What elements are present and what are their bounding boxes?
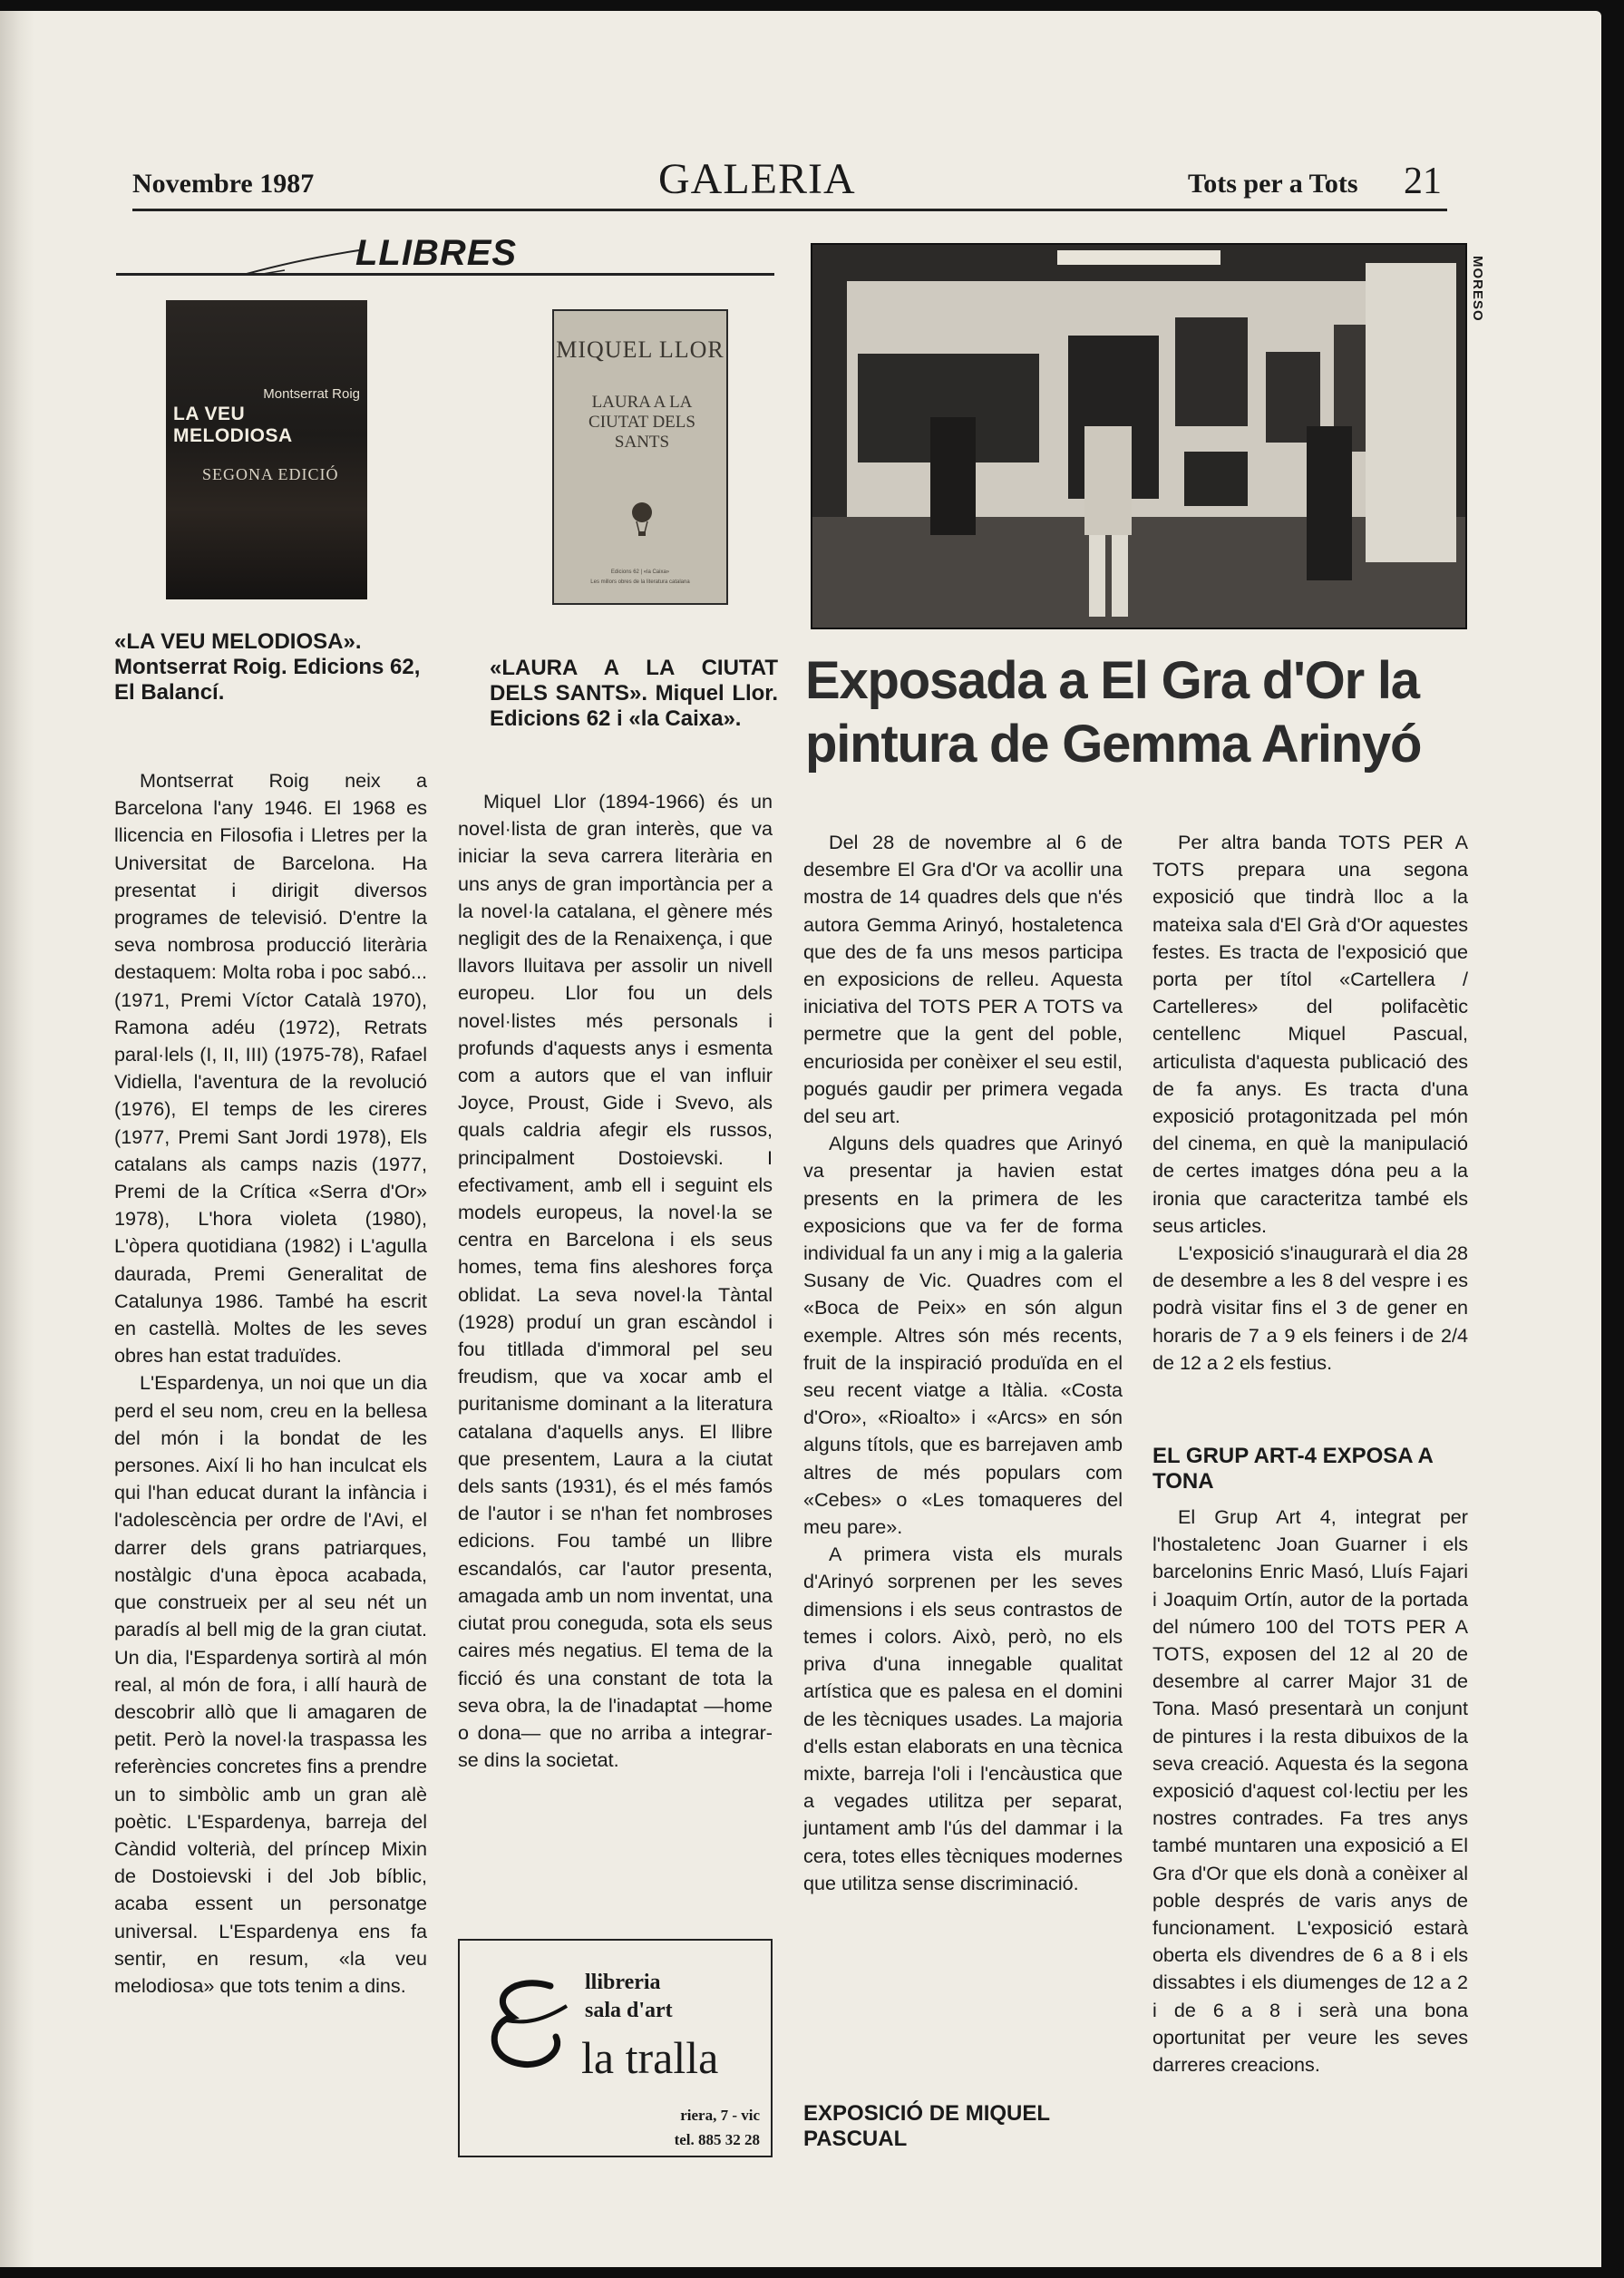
cover-title: LAURA A LA CIUTAT DELS SANTS — [588, 393, 695, 452]
cover-series: Les millors obres de la literatura catalana — [590, 579, 690, 585]
bookshop-logo-icon — [480, 1970, 579, 2088]
art4-text — [1152, 1504, 1468, 2078]
cover-imprint: Edicions 62 | «la Caixa» — [610, 570, 670, 575]
paragraph: Alguns dels quadres que Arinyó va presentar ja havien estat presents en la primera de les exposicions que va fer de forma individual fa un any i mig a la galeria Susany de Vic. Quadres com el «Boca de Peix» en són algun exemple. Altres són més recents, fruit de la inspiració produïda en el seu recent viatge a Itàlia. «Costa d'Oro», «Rioalto» i «Arcs» en són alguns títols, que es barrejaven amb altres de més populars com «Cebes» o «Les tomaqueres del meu pare». — [803, 1132, 1123, 1539]
paragraph: L'Espardenya, un noi que un dia perd el seu nom, creu en la bellesa del món i la bondat de les persones. Així li ho han inculcat els qui l'han educat durant la infància i l'adolescència per ordre de l'Avi, el darrer dels grans patriarques, nostàlgic d'una època acabada, que construeix per al seu nét un paradís al bell mig de la gran ciutat. Un dia, l'Espardenya sortirà al món real, al món de fora, i allí haurà de descobrir allò que li amagaren de petit. Però la novel·la traspassa les referències concretes fins a prendre un to simbòlic amb un gran alè poètic. L'Espardenya, barreja del Càndid volterià, del príncep Mixin de Dostoievski i del Job bíblic, acaba essent un personatge universal. L'Espardenya ens fa sentir, en resum, «la veu melodiosa» que tots tenim a dins. — [114, 1371, 427, 1997]
book-cover-laura — [552, 309, 728, 605]
book-cover-la-veu-melodiosa — [166, 300, 367, 599]
balloon-icon — [630, 501, 654, 538]
book1-review — [114, 767, 427, 2000]
cover-edition: SEGONA EDICIÓ — [202, 465, 339, 483]
article-headline: Exposada a El Gra d'Or la pintura de Gemma Arinyó — [805, 651, 1422, 774]
gallery-photo — [811, 243, 1467, 629]
book2-headline: «LAURA A LA CIUTAT DELS SANTS». Miquel Llor. Edicions 62 i «la Caixa». — [490, 656, 778, 731]
paragraph: Montserrat Roig neix a Barcelona l'any 1946. El 1968 es llicencia en Filosofia i Lletres per la Universitat de Barcelona. Ha presentat i dirigit diversos programes de televisió. D'entre la seva nombrosa producció literària destaquem: Molta roba i poc sabó... (1971, Premi Víctor Català 1970), Ramona adéu (1972), Retrats paral·lels (I, II, III) (1975-78), Rafael Vidiella, l'aventura de la revolució (1976), El temps de les cireres (1977, Premi Sant Jordi 1978), Els catalans als camps nazis (1977, Premi de la Crítica «Serra d'Or» 1978), L'hora violeta (1980), L'òpera quotidiana (1982) i L'agulla daurada, Premi Generalitat de Catalunya 1986. També ha escrit en castellà. Moltes de les seves obres han estat traduïdes. — [114, 769, 427, 1368]
book1-headline: «LA VEU MELODIOSA». Montserrat Roig. Edicions 62, El Balancí. — [114, 629, 421, 705]
ad-phone: tel. 885 32 28 — [674, 2131, 760, 2148]
issue-date: Novembre 1987 — [132, 169, 315, 199]
paragraph: Miquel Llor (1894-1966) és un novel·lista de gran interès, que va iniciar la seva carrera literària en uns anys de gran importància per a la novel·la catalana, el gènere més negligit des de la Renaixença, i que llavors lluitava per assolir un nivell europeu. Llor fou un dels novel·listes més personals i profunds d'aquests anys i esmenta com a autors que el van influir Joyce, Proust, Gide i Svevo, als quals caldria afegir els russos, principalment Dostoievski. I efectivament, amb ell i seguint els models europeus, la novel·la se centra en Barcelona i els seus homes, tema fins aleshores força oblidat. La seva novel·la Tàntal (1928) produí un gran escàndol i fou titllada d'immoral pel seu freudism, que va xocar amb el puritanisme dominant a la literatura catalana d'aquells anys. El llibre que presentem, Laura a la ciutat dels sants (1931), és el més famós de l'autor i se n'han fet nombroses edicions. Fou també un llibre escandalós, car l'autor presenta, amagada amb un nom inventat, una ciutat prou coneguda, sota els seus caires més negatius. El tema de la ficció és una constant de tota la seva obra, la de l'inadaptat —home o dona— que no arriba a integrar-se dins la societat. — [458, 790, 773, 1772]
publication-name: Tots per a Tots — [1188, 169, 1358, 199]
article-column-3 — [803, 829, 1123, 1897]
page-spine-shadow — [0, 11, 34, 2267]
subhead-miquel-pascual: EXPOSICIÓ DE MIQUEL PASCUAL — [803, 2101, 1050, 2151]
section-title: LLIBRES — [355, 233, 518, 273]
paragraph: El Grup Art 4, integrat per l'hostaletenc Joan Guarner i els barcelonins Enric Masó, Lluís Fajari i Joaquim Ortín, autor de la portada del número 100 del TOTS PER A TOTS, exposen del 12 al 20 de desembre al carrer Major 31 de Tona. Masó presentarà un conjunt de pintures i la resta dibuixos de la seva creació. Aquesta és la segona exposició d'aquest col·lectiu per les nostres contrades. Fa tres anys també muntaren una exposició a El Gra d'Or que els donà a conèixer al poble després de varis anys de funcionament. L'exposició estarà oberta els divendres de 6 a 8 i els dissabtes i els diumenges de 12 a 2 i de 6 a 8 i serà una bona oportunitat per veure les seves darreres creacions. — [1152, 1505, 1468, 2077]
gallery-photo-image — [812, 245, 1465, 628]
book2-review — [458, 788, 773, 1774]
article-column-4 — [1152, 829, 1468, 1377]
paragraph: Per altra banda TOTS PER A TOTS prepara una segona exposició que tindrà lloc a la mateixa sala d'El Grà d'Or aquestes festes. Es tracta de l'exposició que porta per títol «Cartellera / Cartelleres» del polifacètic centellenc Miquel Pascual, articulista d'aquesta publicació des de fa anys. Es tracta d'una exposició protagonitzada pel món del cinema, en què la manipulació de certes imatges dóna peu a la ironia que caracteritza també els seus articles. — [1152, 831, 1468, 1237]
ad-line-1: llibreria — [585, 1971, 661, 1994]
cover-author: MIQUEL LLOR — [556, 336, 724, 363]
paragraph: L'exposició s'inaugurarà el dia 28 de desembre a les 8 del vespre i es podrà visitar fins el 3 de gener en horaris de 7 a 9 els feiners i de 2/4 de 12 a 2 els festius. — [1152, 1241, 1468, 1374]
subhead-art4: EL GRUP ART-4 EXPOSA A TONA — [1152, 1444, 1433, 1494]
page-number: 21 — [1404, 161, 1442, 202]
bookshop-ad — [458, 1939, 773, 2157]
paragraph: Del 28 de novembre al 6 de desembre El Gra d'Or va acollir una mostra de 14 quadres dels que n'és autora Gemma Arinyó, hostaletenca que des de fa uns mesos participa en exposicions de relleu. Aquesta iniciativa del TOTS PER A TOTS va permetre que la gent del poble, encuriosida per conèixer el seu estil, pogués gaudir per primera vegada del seu art. — [803, 831, 1123, 1128]
header-rule — [132, 209, 1447, 211]
section-rule — [116, 273, 774, 276]
section-header: GALERIA — [658, 155, 856, 203]
paragraph: A primera vista els murals d'Arinyó sorprenen per les seves dimensions i els seus contrastos de temes i colors. Això, però, no els priva d'una innegable qualitat artística que es palesa en el domini de les tècniques usades. La majoria d'ells estan elaborats en una tècnica mixte, barreja l'oli i l'encàustica que a vegades utilitza per separat, juntament amb l'ús del dammar i la cera, totes elles tècniques modernes que utilitza sense discriminació. — [803, 1543, 1123, 1894]
ad-shop-name: la tralla — [581, 2032, 719, 2083]
ad-line-2: sala d'art — [585, 1999, 673, 2022]
cover-author: Montserrat Roig — [263, 386, 360, 402]
ad-address: riera, 7 - vic — [680, 2107, 760, 2124]
cover-title: LA VEU MELODIOSA — [173, 404, 293, 446]
photo-credit: MORESO — [1470, 256, 1485, 322]
